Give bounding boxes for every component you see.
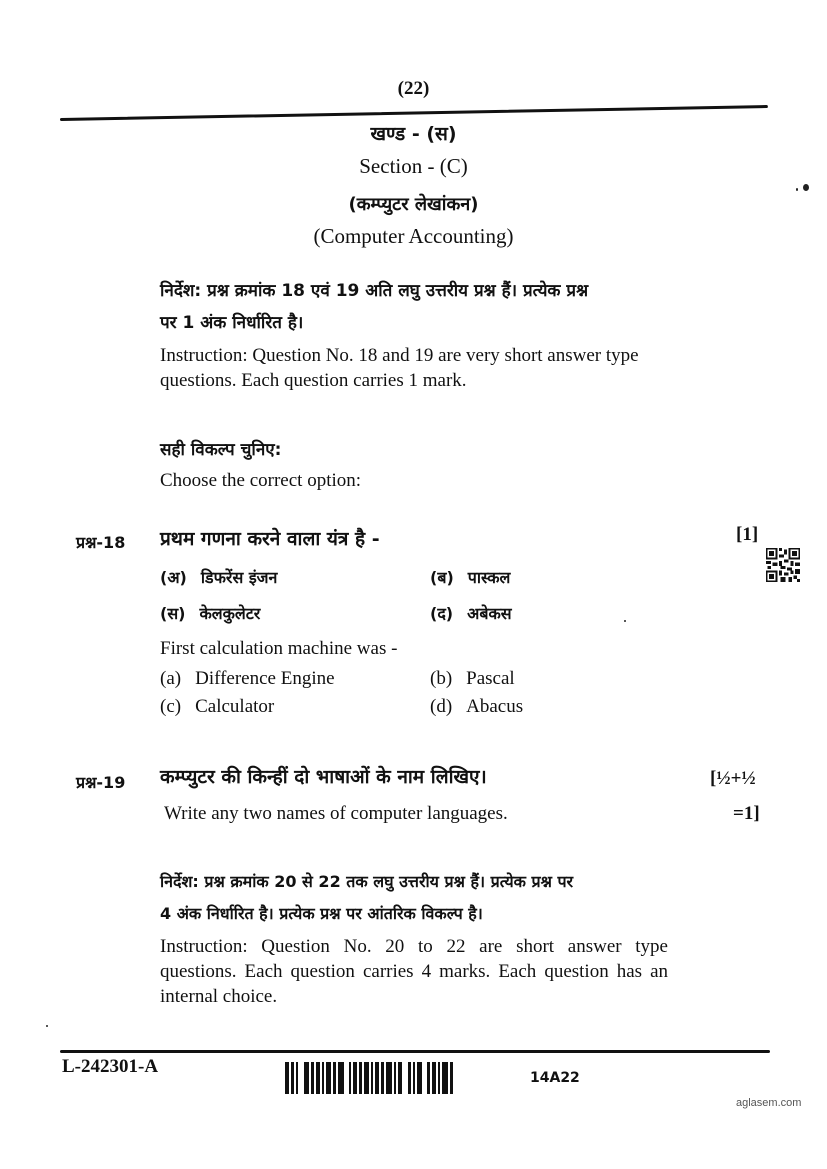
header-rule [60, 105, 768, 121]
instruction-2 [160, 866, 670, 1009]
option-hindi-c [160, 596, 430, 632]
option-key: (b) [430, 668, 453, 689]
option-text: पास्कल [467, 568, 511, 587]
instruction-1-english: Instruction: Question No. 18 and 19 are very short answer type questions. Each question carries 1 mark. [160, 345, 639, 391]
choose-hindi: सही विकल्प चुनिए: [160, 440, 282, 460]
option-key: (c) [160, 696, 182, 717]
question-18-options-hindi [160, 560, 580, 632]
option-text: केलकुलेटर [199, 604, 261, 623]
option-key: (a) [160, 668, 182, 689]
barcode-icon [285, 1062, 500, 1094]
scan-speck [624, 620, 626, 622]
instruction-2-english: Instruction: Question No. 20 to 22 are short answer type questions. Each question carries 4 marks. Each question has an internal choice. [160, 936, 668, 1007]
option-key: (स) [160, 604, 186, 623]
option-english-b [430, 665, 580, 693]
question-19-label: प्रश्न-19 [76, 773, 126, 792]
qr-code-icon [766, 548, 800, 582]
instruction-1 [160, 275, 680, 393]
option-text: डिफरेंस इंजन [200, 568, 278, 587]
paper-code: L-242301-A [62, 1056, 159, 1077]
instruction-1-hindi-line2: पर 1 अंक निर्धारित है। [160, 313, 304, 333]
section-title-english: Section - (C) [359, 154, 468, 178]
section-title-hindi: खण्ड - (स) [370, 123, 457, 145]
question-18-hindi: प्रथम गणना करने वाला यंत्र है - [160, 528, 380, 550]
option-hindi-b [430, 560, 580, 596]
option-key: (अ) [160, 568, 187, 587]
question-18-marks: [1] [736, 524, 759, 545]
option-key: (ब) [430, 568, 454, 587]
question-19-hindi: कम्प्युटर की किन्हीं दो भाषाओं के नाम लिखिए। [160, 766, 487, 788]
question-19-english: Write any two names of computer languages. [164, 803, 508, 824]
subject-hindi: (कम्प्युटर लेखांकन) [348, 194, 479, 215]
watermark: aglasem.com [736, 1097, 802, 1109]
question-18-options-english [160, 665, 580, 721]
scan-speck [803, 184, 809, 191]
page-number: (22) [397, 78, 430, 99]
option-english-c [160, 693, 430, 721]
option-text: Abacus [466, 696, 524, 717]
barcode-text: 14A22 [530, 1070, 580, 1086]
option-key: (d) [430, 696, 453, 717]
choose-prompt [160, 434, 680, 493]
instruction-2-hindi-line2: 4 अंक निर्धारित है। प्रत्येक प्रश्न पर आंतरिक विकल्प है। [160, 904, 483, 923]
option-hindi-d [430, 596, 580, 632]
footer-rule [60, 1050, 770, 1053]
option-text: अबेकस [467, 604, 512, 623]
instruction-1-hindi-line1: निर्देश: प्रश्न क्रमांक 18 एवं 19 अति लघु उत्तरीय प्रश्न हैं। प्रत्येक प्रश्न [160, 281, 589, 301]
option-english-a [160, 665, 430, 693]
question-18-label: प्रश्न-18 [76, 533, 126, 552]
option-key: (द) [430, 604, 454, 623]
instruction-2-hindi-line1: निर्देश: प्रश्न क्रमांक 20 से 22 तक लघु उत्तरीय प्रश्न हैं। प्रत्येक प्रश्न पर [160, 872, 574, 891]
scan-speck [46, 1025, 48, 1027]
scan-speck [796, 188, 798, 191]
option-text: Pascal [466, 668, 515, 689]
subject-english: (Computer Accounting) [313, 224, 514, 248]
option-text: Difference Engine [195, 668, 335, 689]
question-19-marks-part1: [½+½ [710, 768, 756, 789]
option-english-d [430, 693, 580, 721]
option-hindi-a [160, 560, 430, 596]
question-19-marks-part2: =1] [733, 803, 760, 824]
choose-english: Choose the correct option: [160, 470, 362, 491]
option-text: Calculator [195, 696, 275, 717]
question-18-english: First calculation machine was - [160, 638, 398, 659]
